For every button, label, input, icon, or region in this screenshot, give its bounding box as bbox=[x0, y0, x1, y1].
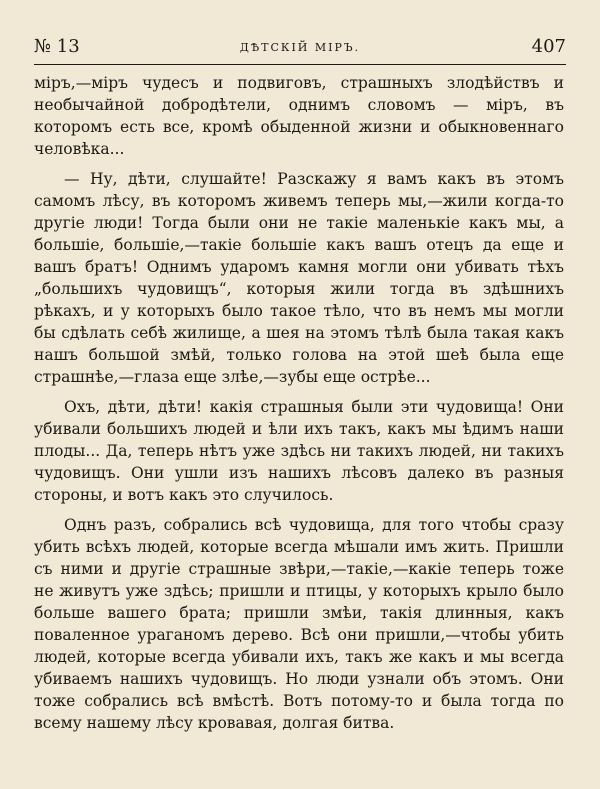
paragraph: — Ну, дѣти, слушайте! Разскажу я вамъ какъ въ этомъ самомъ лѣсу, въ которомъ живемъ теперь мы,—жили когда-то другіе люди! Тогда были они не такіе маленькіе какъ мы, а большіе, большіе,—такіе большіе какъ вашъ отецъ да еще и вашъ братъ! Однимъ ударомъ камня могли они убивать тѣхъ „большихъ чудовищъ“, которыя жили тогда въ здѣшнихъ рѣкахъ, и у которыхъ было такое тѣло, что въ немъ мы могли бы сдѣлать себѣ жилище, а шея на этомъ тѣлѣ была такая какъ нашъ большой змѣй, только голова на этой шеѣ была еще страшнѣе,—глаза еще злѣе,—зубы еще острѣе... bbox=[34, 170, 564, 386]
journal-title: ДѢТСКІЙ МІРЪ. bbox=[239, 41, 361, 54]
paragraph: міръ,—міръ чудесъ и подвиговъ, страшныхъ злодѣйствъ и необычайной добродѣтели, однимъ словомъ — міръ, въ которомъ есть все, кромѣ обыденной жизни и обыкновеннаго человѣка... bbox=[34, 74, 564, 158]
body-text bbox=[34, 72, 564, 734]
page-header bbox=[34, 36, 566, 62]
page-number: 407 bbox=[531, 36, 566, 57]
issue-number: № 13 bbox=[34, 36, 80, 57]
header-rule bbox=[34, 64, 566, 65]
paragraph: Однъ разъ, собрались всѣ чудовища, для того чтобы сразу убить всѣхъ людей, которые всегда мѣшали имъ жить. Пришли съ ними и другіе страшные звѣри,—такіе,—какіе теперь тоже не живутъ уже здѣсь; пришли и птицы, у которыхъ крыло было больше вашего брата; пришли змѣи, такія длинныя, какъ поваленное ураганомъ дерево. Всѣ они пришли,—чтобы убить людей, которые всегда убивали ихъ, такъ же какъ и мы всегда убиваемъ нашихъ чудовищъ. Но люди узнали объ этомъ. Они тоже собрались всѣ вмѣстѣ. Вотъ потому-то и была тогда по всему нашему лѣсу кровавая, долгая битва. bbox=[34, 516, 564, 732]
paragraph: Охъ, дѣти, дѣти! какія страшныя были эти чудовища! Они убивали большихъ людей и ѣли ихъ такъ, какъ мы ѣдимъ наши плоды... Да, теперь нѣтъ уже здѣсь ни такихъ людей, ни такихъ чудовищъ. Они ушли изъ нашихъ лѣсовъ далеко въ разныя стороны, и вотъ какъ это случилось. bbox=[34, 398, 564, 504]
